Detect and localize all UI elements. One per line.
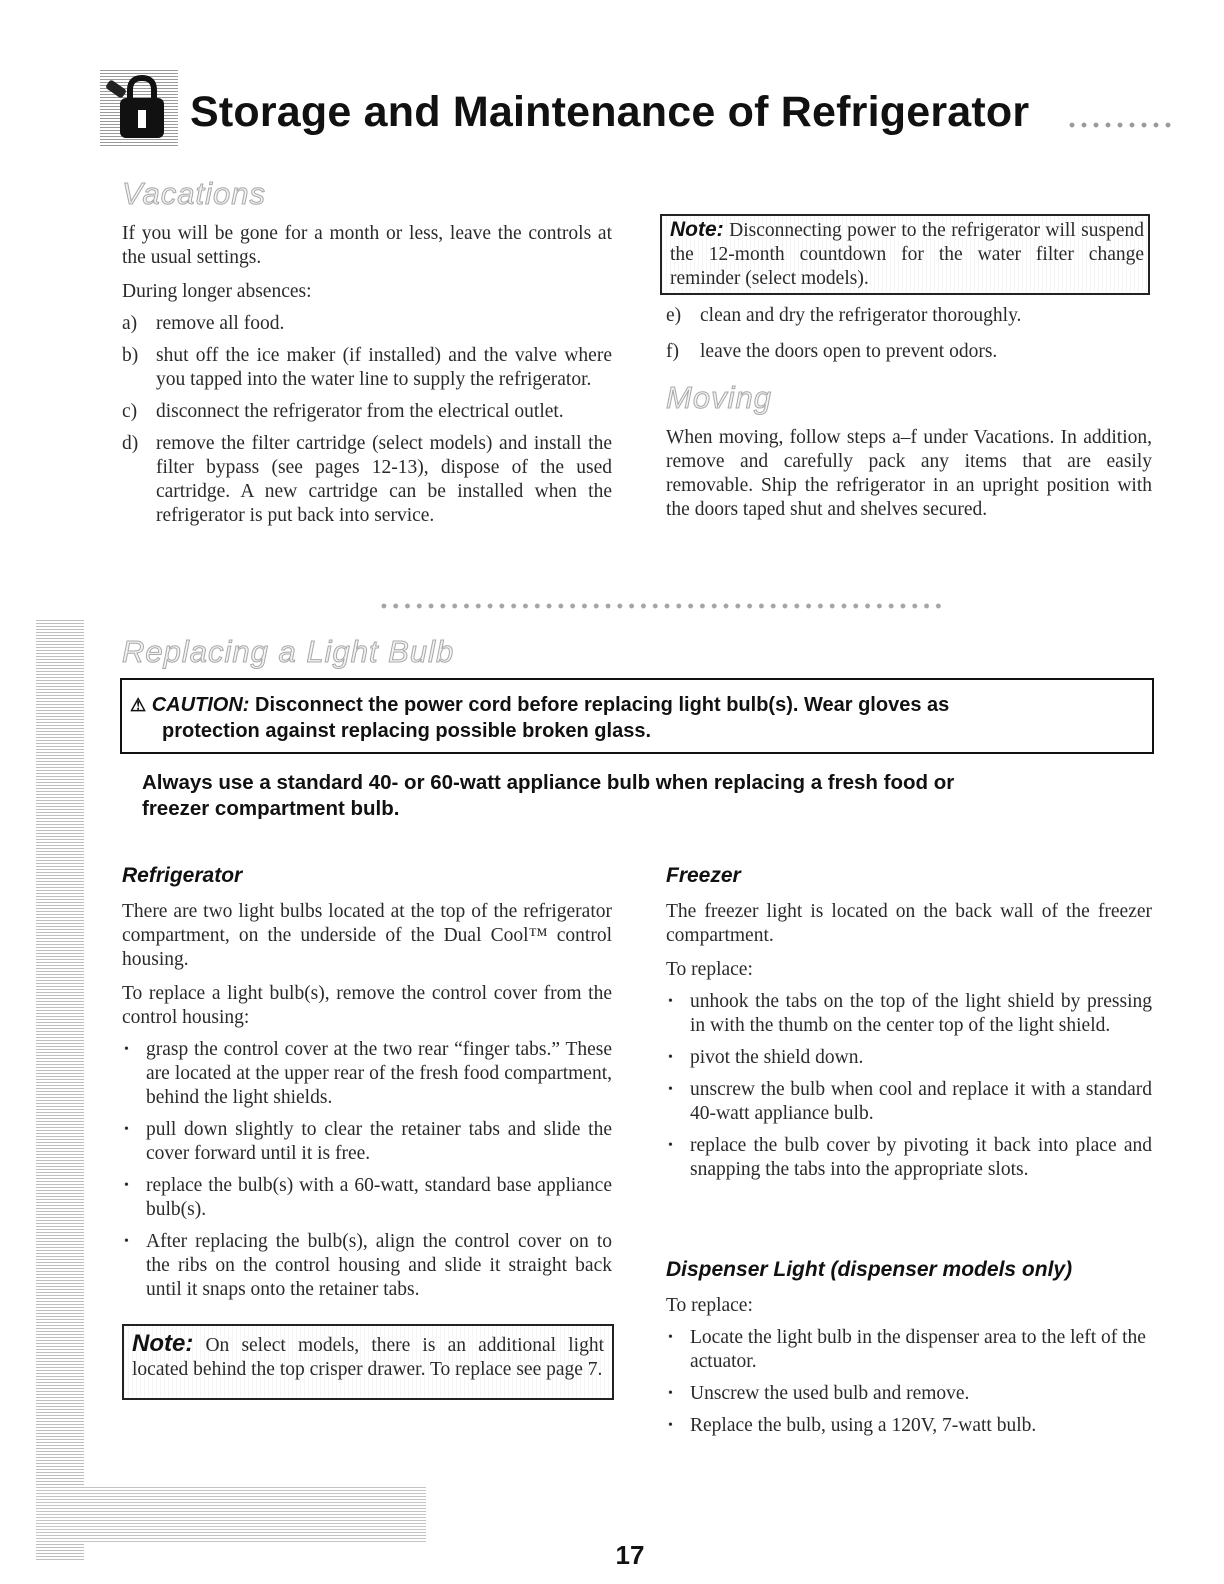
caution-box xyxy=(120,678,1154,754)
decorative-left-bar xyxy=(36,620,84,1560)
freezer-column xyxy=(666,900,1152,1182)
refrigerator-note-box xyxy=(122,1324,614,1400)
title-dot-leader xyxy=(1066,120,1174,130)
warning-icon: ⚠ xyxy=(130,695,147,715)
dispenser-p1: To replace: xyxy=(666,1295,753,1316)
list-item: b) shut off the ice maker (if installed) and the valve where you tapped into the water line to supply the refrigerator. xyxy=(122,345,612,390)
list-item: • grasp the control cover at the two rear “finger tabs.” These are located at the upper rear of the fresh food compartment, behind the light shields. xyxy=(122,1038,612,1110)
list-item: • replace the bulb(s) with a 60-watt, standard base appliance bulb(s). xyxy=(122,1174,612,1222)
vacations-column-2 xyxy=(666,296,1152,364)
list-item: d) remove the filter cartridge (select models) and install the filter bypass (see pages 12-13), dispose of the used cartridge. A new cartridge can be installed when the refrigerator is put back into service. xyxy=(122,433,612,526)
list-item: • replace the bulb cover by pivoting it back into place and snapping the tabs into the appropriate slots. xyxy=(666,1134,1152,1182)
freezer-p1: The freezer light is located on the back wall of the freezer compartment. xyxy=(666,901,1152,946)
caution-line-2: protection against replacing possible broken glass. xyxy=(162,720,652,742)
list-item: a) remove all food. xyxy=(122,313,285,334)
refrigerator-heading: Refrigerator xyxy=(122,864,243,887)
list-item: • Unscrew the used bulb and remove. xyxy=(666,1382,1152,1406)
dispenser-column xyxy=(666,1294,1152,1438)
list-item: • Replace the bulb, using a 120V, 7-watt bulb. xyxy=(666,1414,1152,1438)
dispenser-heading: Dispenser Light (dispenser models only) xyxy=(666,1258,1073,1281)
vacations-longer-absences: During longer absences: xyxy=(122,281,312,302)
list-item: • unscrew the bulb when cool and replace it with a standard 40-watt appliance bulb. xyxy=(666,1078,1152,1126)
note-text: On select models, there is an additional light located behind the top crisper drawer. To replace see page 7. xyxy=(132,1335,604,1380)
freezer-p2: To replace: xyxy=(666,959,753,980)
bulb-wattage-instruction: Always use a standard 40- or 60-watt appliance bulb when replacing a fresh food or freezer compartment bulb. xyxy=(142,771,955,820)
decorative-bottom-bar xyxy=(36,1486,426,1542)
section-divider xyxy=(378,601,944,611)
list-item: • pivot the shield down. xyxy=(666,1046,1152,1070)
list-item: c) disconnect the refrigerator from the electrical outlet. xyxy=(122,401,564,422)
note-text: Disconnecting power to the refrigerator will suspend the 12-month countdown for the water filter change reminder (select models). xyxy=(670,220,1144,289)
list-item: • pull down slightly to clear the retainer tabs and slide the cover forward until it is free. xyxy=(122,1118,612,1166)
list-item: • After replacing the bulb(s), align the control cover on to the ribs on the control housing and slide it straight back until it snaps onto the retainer tabs. xyxy=(122,1230,612,1302)
list-item: f) leave the doors open to prevent odors. xyxy=(666,341,998,362)
page-number: 17 xyxy=(615,1540,645,1570)
light-bulb-heading: Replacing a Light Bulb xyxy=(122,634,455,669)
freezer-heading: Freezer xyxy=(666,864,741,887)
caution-label: CAUTION: xyxy=(151,694,250,716)
list-item: • unhook the tabs on the top of the light shield by pressing in with the thumb on the center top of the light shield. xyxy=(666,990,1152,1038)
list-item: • Locate the light bulb in the dispenser area to the left of the actuator. xyxy=(666,1326,1152,1374)
vacations-heading: Vacations xyxy=(122,176,266,211)
note-label: Note: xyxy=(670,218,724,241)
refrigerator-p2: To replace a light bulb(s), remove the control cover from the control housing: xyxy=(122,983,612,1028)
vacations-column xyxy=(122,222,612,528)
refrigerator-column xyxy=(122,900,612,1302)
moving-text: When moving, follow steps a–f under Vacations. In addition, remove and carefully pack any items that are easily removable. Ship the refrigerator in an upright position with the doors taped shut and shelves secured. xyxy=(666,427,1152,520)
refrigerator-p1: There are two light bulbs located at the top of the refrigerator compartment, on the underside of the Dual Cool™ control housing. xyxy=(122,901,612,970)
vacations-intro: If you will be gone for a month or less, leave the controls at the usual settings. xyxy=(122,223,612,268)
caution-line-1: Disconnect the power cord before replacing light bulb(s). Wear gloves as xyxy=(255,694,950,716)
note-label: Note: xyxy=(132,1330,194,1357)
list-item: e) clean and dry the refrigerator thoroughly. xyxy=(666,305,1022,326)
padlock-refrigerator-icon xyxy=(100,70,178,146)
vacations-note-box xyxy=(660,214,1150,295)
moving-heading: Moving xyxy=(666,380,772,415)
page-title: Storage and Maintenance of Refrigerator xyxy=(190,88,1030,136)
